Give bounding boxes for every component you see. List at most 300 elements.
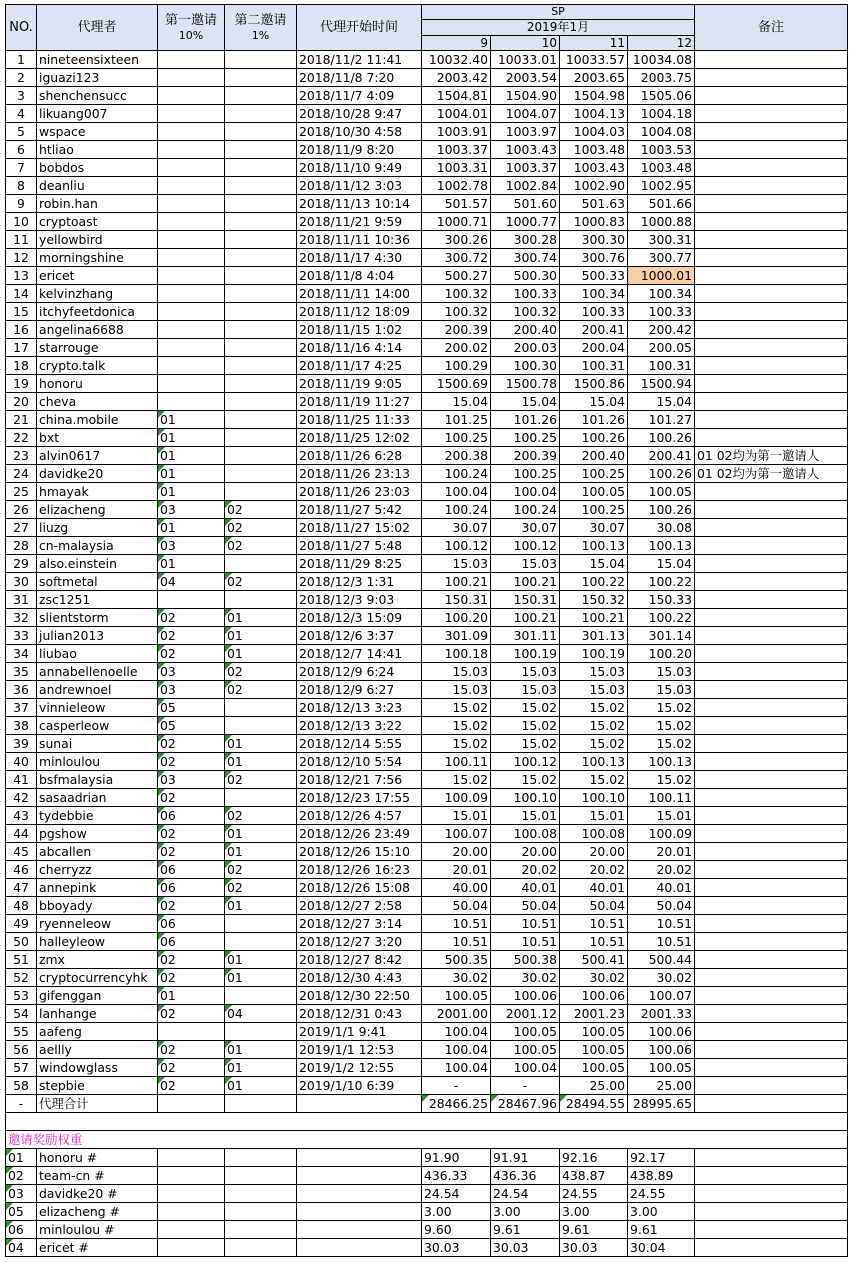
row-no[interactable] xyxy=(6,375,37,393)
sp-value-cell[interactable] xyxy=(628,555,695,573)
sp-value-cell[interactable] xyxy=(628,1023,695,1041)
sp-value-cell[interactable] xyxy=(560,555,628,573)
second-invite-cell[interactable] xyxy=(225,645,297,663)
first-invite-cell[interactable] xyxy=(158,951,225,969)
header-sp[interactable]: SP xyxy=(422,5,695,20)
sp-value-cell[interactable] xyxy=(422,753,491,771)
weight-remark-cell[interactable] xyxy=(695,1203,848,1221)
sp-value-cell[interactable] xyxy=(422,393,491,411)
sp-value-cell[interactable] xyxy=(422,501,491,519)
second-invite-cell[interactable] xyxy=(225,393,297,411)
first-invite-cell[interactable] xyxy=(158,897,225,915)
start-time-cell[interactable] xyxy=(297,969,422,987)
sp-value-cell[interactable] xyxy=(560,717,628,735)
first-invite-cell[interactable] xyxy=(158,159,225,177)
second-invite-cell[interactable] xyxy=(225,1041,297,1059)
sp-value-cell[interactable] xyxy=(422,861,491,879)
weight-remark-cell[interactable] xyxy=(695,1239,848,1257)
sp-value-cell[interactable] xyxy=(422,573,491,591)
first-invite-cell[interactable] xyxy=(158,213,225,231)
agent-name-cell[interactable] xyxy=(37,627,158,645)
sp-value-cell[interactable] xyxy=(491,357,560,375)
sp-value-cell[interactable] xyxy=(560,591,628,609)
remark-cell[interactable] xyxy=(695,789,848,807)
row-no[interactable] xyxy=(6,231,37,249)
total-remark-cell[interactable] xyxy=(695,1095,848,1113)
sp-value-cell[interactable] xyxy=(491,987,560,1005)
sp-value-cell[interactable] xyxy=(491,375,560,393)
total-value-cell[interactable] xyxy=(422,1095,491,1113)
start-time-cell[interactable] xyxy=(297,519,422,537)
second-invite-cell[interactable] xyxy=(225,519,297,537)
sp-value-cell[interactable] xyxy=(628,69,695,87)
remark-cell[interactable] xyxy=(695,123,848,141)
sp-value-cell[interactable] xyxy=(628,483,695,501)
header-day-9[interactable]: 9 xyxy=(422,36,491,51)
start-time-cell[interactable] xyxy=(297,807,422,825)
agent-name-cell[interactable] xyxy=(37,789,158,807)
sp-value-cell[interactable] xyxy=(422,735,491,753)
sp-value-cell[interactable] xyxy=(491,465,560,483)
first-invite-cell[interactable] xyxy=(158,681,225,699)
start-time-cell[interactable] xyxy=(297,825,422,843)
agent-name-cell[interactable] xyxy=(37,573,158,591)
sp-value-cell[interactable] xyxy=(422,285,491,303)
sp-value-cell[interactable] xyxy=(560,645,628,663)
row-no[interactable] xyxy=(6,1005,37,1023)
weight-value-cell[interactable] xyxy=(628,1149,695,1167)
first-invite-cell[interactable] xyxy=(158,429,225,447)
start-time-cell[interactable] xyxy=(297,717,422,735)
first-invite-cell[interactable] xyxy=(158,465,225,483)
sp-value-cell[interactable] xyxy=(560,501,628,519)
second-invite-cell[interactable] xyxy=(225,357,297,375)
total-value-cell[interactable] xyxy=(560,1095,628,1113)
first-invite-cell[interactable] xyxy=(158,1041,225,1059)
remark-cell[interactable] xyxy=(695,825,848,843)
start-time-cell[interactable] xyxy=(297,1059,422,1077)
sp-value-cell[interactable] xyxy=(560,213,628,231)
row-no[interactable] xyxy=(6,843,37,861)
second-invite-cell[interactable] xyxy=(225,1023,297,1041)
first-invite-cell[interactable] xyxy=(158,645,225,663)
remark-cell[interactable] xyxy=(695,213,848,231)
start-time-cell[interactable] xyxy=(297,663,422,681)
row-no[interactable] xyxy=(6,285,37,303)
remark-cell[interactable] xyxy=(695,843,848,861)
row-no[interactable] xyxy=(6,501,37,519)
sp-value-cell[interactable] xyxy=(628,51,695,69)
first-invite-cell[interactable] xyxy=(158,231,225,249)
agent-name-cell[interactable] xyxy=(37,861,158,879)
agent-name-cell[interactable] xyxy=(37,1077,158,1095)
agent-name-cell[interactable] xyxy=(37,843,158,861)
total-value-cell[interactable] xyxy=(628,1095,695,1113)
weight-empty-cell[interactable] xyxy=(297,1221,422,1239)
weight-value-cell[interactable] xyxy=(628,1167,695,1185)
sp-value-cell[interactable] xyxy=(422,465,491,483)
second-invite-cell[interactable] xyxy=(225,303,297,321)
sp-value-cell[interactable] xyxy=(628,951,695,969)
second-invite-cell[interactable] xyxy=(225,609,297,627)
sp-value-cell[interactable] xyxy=(560,825,628,843)
first-invite-cell[interactable] xyxy=(158,1059,225,1077)
start-time-cell[interactable] xyxy=(297,591,422,609)
first-invite-cell[interactable] xyxy=(158,321,225,339)
weight-value-cell[interactable] xyxy=(560,1185,628,1203)
row-no[interactable] xyxy=(6,609,37,627)
row-no[interactable] xyxy=(6,807,37,825)
start-time-cell[interactable] xyxy=(297,915,422,933)
second-invite-cell[interactable] xyxy=(225,483,297,501)
first-invite-cell[interactable] xyxy=(158,609,225,627)
sp-value-cell[interactable] xyxy=(628,681,695,699)
sp-value-cell[interactable] xyxy=(628,861,695,879)
second-invite-cell[interactable] xyxy=(225,177,297,195)
start-time-cell[interactable] xyxy=(297,1023,422,1041)
first-invite-cell[interactable] xyxy=(158,447,225,465)
first-invite-cell[interactable] xyxy=(158,339,225,357)
agent-name-cell[interactable] xyxy=(37,951,158,969)
sp-value-cell[interactable] xyxy=(628,609,695,627)
row-no[interactable] xyxy=(6,213,37,231)
remark-cell[interactable] xyxy=(695,321,848,339)
second-invite-cell[interactable] xyxy=(225,681,297,699)
remark-cell[interactable] xyxy=(695,699,848,717)
second-invite-cell[interactable] xyxy=(225,807,297,825)
agent-name-cell[interactable] xyxy=(37,987,158,1005)
start-time-cell[interactable] xyxy=(297,429,422,447)
agent-name-cell[interactable] xyxy=(37,771,158,789)
row-no[interactable] xyxy=(6,825,37,843)
agent-name-cell[interactable] xyxy=(37,393,158,411)
sp-value-cell[interactable] xyxy=(491,231,560,249)
row-no[interactable] xyxy=(6,105,37,123)
sp-value-cell[interactable] xyxy=(628,645,695,663)
sp-value-cell[interactable] xyxy=(422,213,491,231)
first-invite-cell[interactable] xyxy=(158,1077,225,1095)
row-no[interactable] xyxy=(6,357,37,375)
sp-value-cell[interactable] xyxy=(422,591,491,609)
agent-name-cell[interactable] xyxy=(37,699,158,717)
first-invite-cell[interactable] xyxy=(158,393,225,411)
second-invite-cell[interactable] xyxy=(225,987,297,1005)
sp-value-cell[interactable] xyxy=(491,825,560,843)
second-invite-cell[interactable] xyxy=(225,375,297,393)
sp-value-cell[interactable] xyxy=(628,1077,695,1095)
agent-name-cell[interactable] xyxy=(37,825,158,843)
agent-name-cell[interactable] xyxy=(37,753,158,771)
sp-value-cell[interactable] xyxy=(560,375,628,393)
weight-value-cell[interactable] xyxy=(491,1221,560,1239)
row-no[interactable] xyxy=(6,861,37,879)
sp-value-cell[interactable] xyxy=(628,375,695,393)
weight-name[interactable] xyxy=(37,1203,158,1221)
second-invite-cell[interactable] xyxy=(225,537,297,555)
weight-value-cell[interactable] xyxy=(628,1221,695,1239)
sp-value-cell[interactable] xyxy=(628,177,695,195)
sp-value-cell[interactable] xyxy=(491,573,560,591)
start-time-cell[interactable] xyxy=(297,483,422,501)
weight-empty-cell[interactable] xyxy=(225,1239,297,1257)
remark-cell[interactable] xyxy=(695,357,848,375)
header-first-invite[interactable] xyxy=(158,5,225,51)
sp-value-cell[interactable] xyxy=(491,609,560,627)
agent-name-cell[interactable] xyxy=(37,1005,158,1023)
sp-value-cell[interactable] xyxy=(560,267,628,285)
second-invite-cell[interactable] xyxy=(225,231,297,249)
sp-value-cell[interactable] xyxy=(560,915,628,933)
first-invite-cell[interactable] xyxy=(158,789,225,807)
row-no[interactable] xyxy=(6,663,37,681)
sp-value-cell[interactable] xyxy=(422,1023,491,1041)
start-time-cell[interactable] xyxy=(297,771,422,789)
sp-value-cell[interactable] xyxy=(628,339,695,357)
row-no[interactable] xyxy=(6,303,37,321)
weight-code[interactable] xyxy=(6,1185,37,1203)
first-invite-cell[interactable] xyxy=(158,177,225,195)
row-no[interactable] xyxy=(6,1059,37,1077)
sp-value-cell[interactable] xyxy=(491,213,560,231)
sp-value-cell[interactable] xyxy=(560,807,628,825)
sp-value-cell[interactable] xyxy=(628,501,695,519)
weight-value-cell[interactable] xyxy=(491,1185,560,1203)
weight-empty-cell[interactable] xyxy=(297,1185,422,1203)
first-invite-cell[interactable] xyxy=(158,717,225,735)
remark-cell[interactable] xyxy=(695,501,848,519)
sp-value-cell[interactable] xyxy=(560,1005,628,1023)
start-time-cell[interactable] xyxy=(297,195,422,213)
sp-value-cell[interactable] xyxy=(422,447,491,465)
sp-value-cell[interactable] xyxy=(491,447,560,465)
second-invite-cell[interactable] xyxy=(225,267,297,285)
sp-value-cell[interactable] xyxy=(491,627,560,645)
weight-name[interactable] xyxy=(37,1239,158,1257)
sp-value-cell[interactable] xyxy=(491,1023,560,1041)
weight-value-cell[interactable] xyxy=(422,1203,491,1221)
sp-value-cell[interactable] xyxy=(560,411,628,429)
start-time-cell[interactable] xyxy=(297,267,422,285)
sp-value-cell[interactable] xyxy=(422,69,491,87)
sp-value-cell[interactable] xyxy=(422,177,491,195)
sp-value-cell[interactable] xyxy=(560,789,628,807)
second-invite-cell[interactable] xyxy=(225,69,297,87)
start-time-cell[interactable] xyxy=(297,285,422,303)
sp-value-cell[interactable] xyxy=(560,87,628,105)
remark-cell[interactable] xyxy=(695,591,848,609)
second-invite-cell[interactable] xyxy=(225,1005,297,1023)
sp-value-cell[interactable] xyxy=(560,753,628,771)
row-no[interactable] xyxy=(6,969,37,987)
agent-name-cell[interactable] xyxy=(37,465,158,483)
second-invite-cell[interactable] xyxy=(225,339,297,357)
sp-value-cell[interactable] xyxy=(628,285,695,303)
second-invite-cell[interactable] xyxy=(225,1077,297,1095)
start-time-cell[interactable] xyxy=(297,1077,422,1095)
start-time-cell[interactable] xyxy=(297,1005,422,1023)
weight-remark-cell[interactable] xyxy=(695,1149,848,1167)
sp-value-cell[interactable] xyxy=(491,1041,560,1059)
first-invite-cell[interactable] xyxy=(158,933,225,951)
sp-value-cell[interactable] xyxy=(560,879,628,897)
sp-value-cell[interactable] xyxy=(422,843,491,861)
sp-value-cell[interactable] xyxy=(491,591,560,609)
agent-name-cell[interactable] xyxy=(37,339,158,357)
row-no[interactable] xyxy=(6,429,37,447)
sp-value-cell[interactable] xyxy=(491,249,560,267)
agent-name-cell[interactable] xyxy=(37,231,158,249)
start-time-cell[interactable] xyxy=(297,861,422,879)
sp-value-cell[interactable] xyxy=(560,699,628,717)
second-invite-cell[interactable] xyxy=(225,663,297,681)
sp-value-cell[interactable] xyxy=(491,933,560,951)
first-invite-cell[interactable] xyxy=(158,483,225,501)
first-invite-cell[interactable] xyxy=(158,285,225,303)
agent-name-cell[interactable] xyxy=(37,159,158,177)
first-invite-cell[interactable] xyxy=(158,861,225,879)
sp-value-cell[interactable] xyxy=(422,51,491,69)
second-invite-cell[interactable] xyxy=(225,789,297,807)
sp-value-cell[interactable] xyxy=(422,645,491,663)
start-time-cell[interactable] xyxy=(297,645,422,663)
sp-value-cell[interactable] xyxy=(560,141,628,159)
sp-value-cell[interactable] xyxy=(491,1005,560,1023)
sp-value-cell[interactable] xyxy=(491,717,560,735)
sp-value-cell[interactable] xyxy=(491,393,560,411)
second-invite-cell[interactable] xyxy=(225,1059,297,1077)
first-invite-cell[interactable] xyxy=(158,357,225,375)
remark-cell[interactable] xyxy=(695,915,848,933)
start-time-cell[interactable] xyxy=(297,249,422,267)
sp-value-cell[interactable] xyxy=(422,339,491,357)
start-time-cell[interactable] xyxy=(297,177,422,195)
sp-value-cell[interactable] xyxy=(560,843,628,861)
agent-name-cell[interactable] xyxy=(37,321,158,339)
second-invite-cell[interactable] xyxy=(225,897,297,915)
sp-value-cell[interactable] xyxy=(628,393,695,411)
sp-value-cell[interactable] xyxy=(491,69,560,87)
remark-cell[interactable] xyxy=(695,411,848,429)
agent-name-cell[interactable] xyxy=(37,897,158,915)
weight-empty-cell[interactable] xyxy=(158,1203,225,1221)
sp-value-cell[interactable] xyxy=(422,969,491,987)
sp-value-cell[interactable] xyxy=(560,1059,628,1077)
sp-value-cell[interactable] xyxy=(422,699,491,717)
sp-value-cell[interactable] xyxy=(422,555,491,573)
sp-value-cell[interactable] xyxy=(422,105,491,123)
agent-name-cell[interactable] xyxy=(37,213,158,231)
start-time-cell[interactable] xyxy=(297,933,422,951)
sp-value-cell[interactable] xyxy=(628,789,695,807)
sp-value-cell[interactable] xyxy=(491,879,560,897)
agent-name-cell[interactable] xyxy=(37,681,158,699)
start-time-cell[interactable] xyxy=(297,141,422,159)
first-invite-cell[interactable] xyxy=(158,105,225,123)
row-no[interactable] xyxy=(6,1041,37,1059)
weight-empty-cell[interactable] xyxy=(225,1167,297,1185)
first-invite-cell[interactable] xyxy=(158,537,225,555)
row-no[interactable] xyxy=(6,915,37,933)
sp-value-cell[interactable] xyxy=(560,627,628,645)
remark-cell[interactable] xyxy=(695,861,848,879)
agent-name-cell[interactable] xyxy=(37,555,158,573)
agent-name-cell[interactable] xyxy=(37,1041,158,1059)
remark-cell[interactable] xyxy=(695,933,848,951)
sp-value-cell[interactable] xyxy=(491,177,560,195)
sp-value-cell[interactable] xyxy=(628,447,695,465)
row-no[interactable] xyxy=(6,537,37,555)
start-time-cell[interactable] xyxy=(297,699,422,717)
agent-name-cell[interactable] xyxy=(37,1059,158,1077)
sp-value-cell[interactable] xyxy=(628,933,695,951)
sp-value-cell[interactable] xyxy=(628,663,695,681)
sp-value-cell[interactable] xyxy=(628,105,695,123)
agent-name-cell[interactable] xyxy=(37,501,158,519)
remark-cell[interactable] xyxy=(695,645,848,663)
row-no[interactable] xyxy=(6,483,37,501)
sp-value-cell[interactable] xyxy=(560,609,628,627)
weight-value-cell[interactable] xyxy=(628,1239,695,1257)
row-no[interactable] xyxy=(6,735,37,753)
second-invite-cell[interactable] xyxy=(225,951,297,969)
sp-value-cell[interactable] xyxy=(491,969,560,987)
first-invite-cell[interactable] xyxy=(158,591,225,609)
first-invite-cell[interactable] xyxy=(158,555,225,573)
second-invite-cell[interactable] xyxy=(225,141,297,159)
sp-value-cell[interactable] xyxy=(491,483,560,501)
remark-cell[interactable] xyxy=(695,681,848,699)
weight-empty-cell[interactable] xyxy=(297,1149,422,1167)
agent-name-cell[interactable] xyxy=(37,51,158,69)
start-time-cell[interactable] xyxy=(297,465,422,483)
sp-value-cell[interactable] xyxy=(628,771,695,789)
sp-value-cell[interactable] xyxy=(422,915,491,933)
sp-value-cell[interactable] xyxy=(491,555,560,573)
total-empty-cell[interactable] xyxy=(225,1095,297,1113)
agent-name-cell[interactable] xyxy=(37,915,158,933)
remark-cell[interactable] xyxy=(695,375,848,393)
weight-name[interactable] xyxy=(37,1167,158,1185)
start-time-cell[interactable] xyxy=(297,897,422,915)
second-invite-cell[interactable] xyxy=(225,195,297,213)
sp-value-cell[interactable] xyxy=(560,465,628,483)
first-invite-cell[interactable] xyxy=(158,195,225,213)
start-time-cell[interactable] xyxy=(297,393,422,411)
remark-cell[interactable] xyxy=(695,159,848,177)
total-value-cell[interactable] xyxy=(491,1095,560,1113)
sp-value-cell[interactable] xyxy=(422,375,491,393)
weight-value-cell[interactable] xyxy=(560,1149,628,1167)
row-no[interactable] xyxy=(6,1023,37,1041)
sp-value-cell[interactable] xyxy=(628,195,695,213)
agent-name-cell[interactable] xyxy=(37,303,158,321)
weight-code[interactable] xyxy=(6,1203,37,1221)
sp-value-cell[interactable] xyxy=(560,177,628,195)
sp-value-cell[interactable] xyxy=(628,591,695,609)
second-invite-cell[interactable] xyxy=(225,717,297,735)
sp-value-cell[interactable] xyxy=(628,987,695,1005)
sp-value-cell[interactable] xyxy=(560,735,628,753)
sp-value-cell[interactable] xyxy=(422,789,491,807)
weight-empty-cell[interactable] xyxy=(297,1203,422,1221)
weight-empty-cell[interactable] xyxy=(225,1149,297,1167)
remark-cell[interactable] xyxy=(695,285,848,303)
first-invite-cell[interactable] xyxy=(158,249,225,267)
agent-name-cell[interactable] xyxy=(37,141,158,159)
remark-cell[interactable] xyxy=(695,447,848,465)
row-no[interactable] xyxy=(6,411,37,429)
header-day-10[interactable]: 10 xyxy=(491,36,560,51)
